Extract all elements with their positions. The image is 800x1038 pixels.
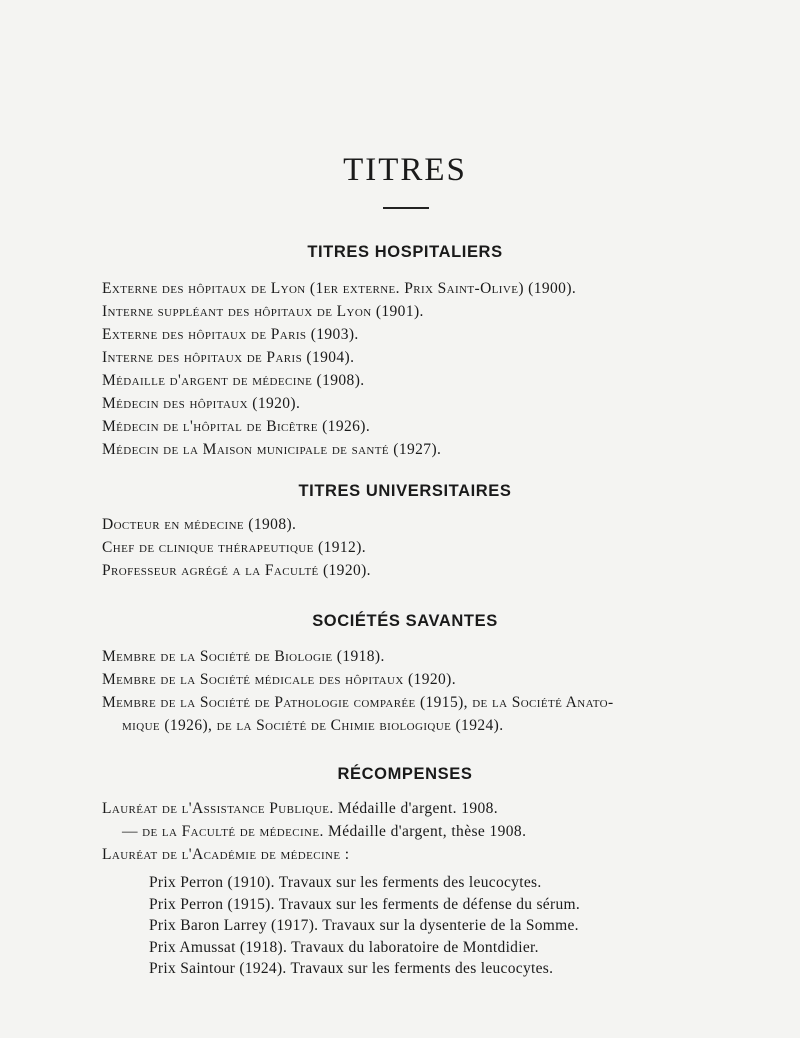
list-item: Chef de clinique thérapeutique (1912). (102, 539, 367, 556)
page-title: TITRES (343, 152, 467, 188)
prize-item: Prix Saintour (1924). Travaux sur les ferments des leucocytes. (149, 960, 554, 977)
list-item: Externe des hôpitaux de Paris (1903). (102, 326, 359, 343)
award-label: — de la Faculté de médecine. (122, 823, 324, 840)
award-label: Lauréat de l'Assistance Publique. (102, 800, 334, 817)
title-rule (383, 207, 429, 209)
list-item: Interne suppléant des hôpitaux de Lyon (1901). (102, 303, 424, 320)
heading-titres-hospitaliers: TITRES HOSPITALIERS (307, 243, 503, 261)
award-detail: Médaille d'argent, thèse 1908. (323, 823, 527, 840)
award-label: Lauréat de l'Académie de médecine : (102, 846, 350, 863)
list-item: Interne des hôpitaux de Paris (1904). (102, 349, 355, 366)
list-societes-savantes (102, 645, 752, 737)
list-item: Docteur en médecine (1908). (102, 516, 297, 533)
prize-list (149, 872, 749, 980)
award-detail: Médaille d'argent. 1908. (333, 800, 499, 817)
list-item: Médecin des hôpitaux (1920). (102, 395, 301, 412)
list-item: Membre de la Société médicale des hôpitaux (1920). (102, 671, 456, 688)
heading-recompenses: RÉCOMPENSES (337, 765, 473, 783)
list-item: Médecin de l'hôpital de Bicêtre (1926). (102, 418, 371, 435)
list-item: Membre de la Société de Pathologie comparée (1915), de la Société Anato- (102, 694, 614, 711)
list-item: Médecin de la Maison municipale de santé (1927). (102, 441, 442, 458)
list-item: Médaille d'argent de médecine (1908). (102, 372, 365, 389)
list-item: Professeur agrégé a la Faculté (1920). (102, 562, 371, 579)
list-titres-hospitaliers (102, 277, 752, 461)
heading-societes-savantes: SOCIÉTÉS SAVANTES (312, 612, 498, 630)
list-item (102, 797, 752, 820)
list-item-continuation: mique (1926), de la Société de Chimie biologique (1924). (122, 717, 504, 734)
prize-item: Prix Amussat (1918). Travaux du laboratoire de Montdidier. (149, 938, 539, 956)
heading-titres-universitaires: TITRES UNIVERSITAIRES (298, 482, 512, 500)
prize-item: Prix Perron (1915). Travaux sur les ferments de défense du sérum. (149, 895, 581, 913)
prize-item: Prix Baron Larrey (1917). Travaux sur la dysenterie de la Somme. (149, 917, 579, 934)
list-item (102, 820, 752, 843)
list-recompenses (102, 797, 752, 866)
list-item: Externe des hôpitaux de Lyon (1er externe. Prix Saint-Olive) (1900). (102, 280, 577, 297)
list-item: Membre de la Société de Biologie (1918). (102, 648, 385, 665)
prize-item: Prix Perron (1910). Travaux sur les ferments des leucocytes. (149, 874, 542, 891)
list-titres-universitaires (102, 513, 752, 582)
list-item (102, 843, 752, 866)
